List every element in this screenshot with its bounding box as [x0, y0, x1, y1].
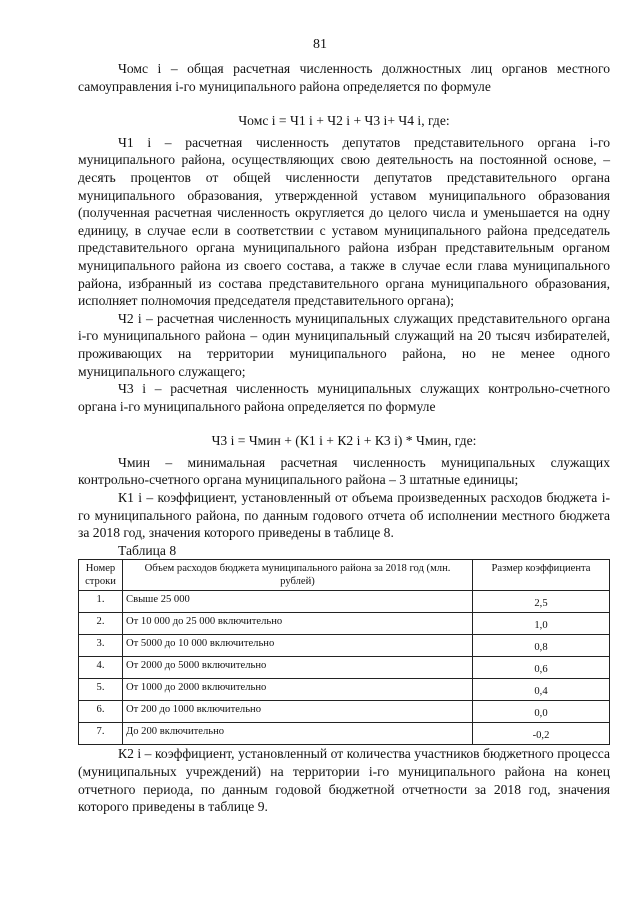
row-number-cell: 6.	[79, 701, 123, 723]
header-row-number: Номер строки	[79, 560, 123, 591]
table-row	[79, 591, 610, 613]
row-number-cell: 3.	[79, 635, 123, 657]
row-number-cell: 4.	[79, 657, 123, 679]
formula-choms: Чомс i = Ч1 i + Ч2 i + Ч3 i+ Ч4 i, где:	[238, 113, 450, 129]
row-number-cell: 7.	[79, 723, 123, 745]
expense-volume-cell: От 5000 до 10 000 включительно	[123, 635, 473, 657]
expense-volume-cell: От 1000 до 2000 включительно	[123, 679, 473, 701]
coefficient-cell: 0,0	[473, 701, 610, 723]
header-expense-volume: Объем расходов бюджета муниципального района за 2018 год (млн. рублей)	[123, 560, 473, 591]
expense-volume-cell: Свыше 25 000	[123, 591, 473, 613]
table-row	[79, 657, 610, 679]
paragraph-k2-definition: К2 i – коэффициент, установленный от количества участников бюджетного процесса (муниципальных учреждений) на территории i-го муниципального района на конец отчетного периода, по данным годовой бюджетной отчетности за 2018 год, значения которого приведены в таблице 9.	[78, 746, 610, 815]
table-row	[79, 613, 610, 635]
coefficient-cell: -0,2	[473, 723, 610, 745]
paragraph-chmin-definition: Чмин – минимальная расчетная численность муниципальных служащих контрольно-счетного органа муниципального района – 3 штатные единицы;	[78, 454, 610, 488]
table-header-row	[79, 560, 610, 591]
table-row	[79, 635, 610, 657]
coefficient-table	[78, 559, 610, 745]
header-coefficient: Размер коэффициента	[473, 560, 610, 591]
table-row	[79, 679, 610, 701]
table-row	[79, 723, 610, 745]
coefficient-cell: 0,8	[473, 635, 610, 657]
coefficient-cell: 0,4	[473, 679, 610, 701]
expense-volume-cell: От 2000 до 5000 включительно	[123, 657, 473, 679]
expense-volume-cell: От 200 до 1000 включительно	[123, 701, 473, 723]
row-number-cell: 5.	[79, 679, 123, 701]
table-row	[79, 701, 610, 723]
coefficient-cell: 2,5	[473, 591, 610, 613]
paragraph-ch1-definition: Ч1 i – расчетная численность депутатов представительного органа i-го муниципального района, осуществляющих свою деятельность на постоянной основе, – десять процентов от общей численности депутатов представительного органа муниципального образования, утвержденной уставом муниципального образования (полученная расчетная численность округляется до целого числа и уменьшается на одну единицу, в случае если в соответствии с уставом муниципального района председатель представительного органа муниципального района избран представительным органом муниципального района из своего состава, а также в случае если глава муниципального района, избранный из состава представительного органа муниципального образования, исполняет полномочия председателя представительного органа);	[78, 134, 610, 309]
table-caption: Таблица 8	[118, 542, 177, 558]
paragraph-choms-definition: Чомс i – общая расчетная численность должностных лиц органов местного самоуправления i-го муниципального района определяется по формуле	[78, 61, 610, 94]
paragraph-ch2-definition: Ч2 i – расчетная численность муниципальных служащих представительного органа i-го муниципального района – один муниципальный служащий на 20 тысяч избирателей, проживающих на территории муниципального района, но не менее одного муниципального служащего;	[78, 310, 610, 379]
coefficient-cell: 0,6	[473, 657, 610, 679]
coefficient-cell: 1,0	[473, 613, 610, 635]
paragraph-ch3-definition: Ч3 i – расчетная численность муниципальных служащих контрольно-счетного органа i-го муниципального района определяется по формуле	[78, 381, 610, 414]
page-number: 81	[313, 37, 327, 52]
formula-ch3: Ч3 i = Чмин + (К1 i + К2 i + К3 i) * Чмин, где:	[211, 433, 477, 449]
paragraph-k1-definition: К1 i – коэффициент, установленный от объема произведенных расходов бюджета i-го муниципального района, по данным годового отчета об исполнении местного бюджета за 2018 год, значения которого приведены в таблице 8.	[78, 490, 610, 541]
row-number-cell: 1.	[79, 591, 123, 613]
expense-volume-cell: До 200 включительно	[123, 723, 473, 745]
row-number-cell: 2.	[79, 613, 123, 635]
document-body	[78, 60, 610, 816]
expense-volume-cell: От 10 000 до 25 000 включительно	[123, 613, 473, 635]
